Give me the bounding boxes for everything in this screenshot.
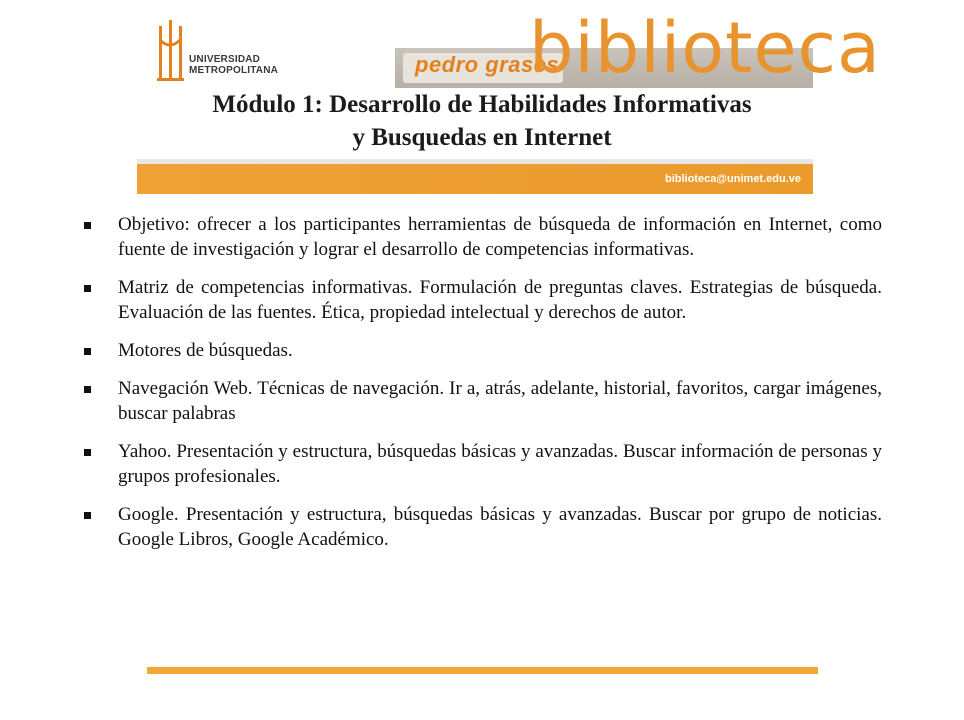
square-bullet-icon bbox=[84, 348, 91, 355]
title-line-1: Módulo 1: Desarrollo de Habilidades Informativas bbox=[212, 91, 752, 118]
list-item bbox=[80, 376, 882, 426]
square-bullet-icon bbox=[84, 386, 91, 393]
library-name: biblioteca bbox=[529, 7, 881, 89]
university-emblem-icon bbox=[157, 20, 185, 84]
list-item-text: Motores de búsquedas. bbox=[118, 340, 293, 361]
topic-list bbox=[80, 212, 882, 565]
library-email: biblioteca@unimet.edu.ve bbox=[664, 173, 801, 185]
bottom-divider bbox=[147, 667, 818, 674]
square-bullet-icon bbox=[84, 449, 91, 456]
page-title bbox=[0, 88, 964, 154]
square-bullet-icon bbox=[84, 512, 91, 519]
list-item-text: Navegación Web. Técnicas de navegación. Ir a, atrás, adelante, historial, favoritos, cargar imágenes, buscar palabras bbox=[118, 378, 882, 424]
library-prefix: pedro grases bbox=[415, 52, 560, 77]
list-item-text: Matriz de competencias informativas. Formulación de preguntas claves. Estrategias de búsqueda. Evaluación de las fuentes. Ética, propiedad intelectual y derechos de autor. bbox=[118, 277, 882, 323]
university-logo bbox=[137, 14, 377, 94]
title-line-2: y Busquedas en Internet bbox=[352, 124, 612, 151]
list-item bbox=[80, 439, 882, 489]
list-item bbox=[80, 502, 882, 552]
list-item-text: Google. Presentación y estructura, búsquedas básicas y avanzadas. Buscar por grupo de noticias. Google Libros, Google Académico. bbox=[118, 504, 882, 550]
list-item bbox=[80, 338, 882, 363]
list-item bbox=[80, 275, 882, 325]
square-bullet-icon bbox=[84, 222, 91, 229]
university-name: UNIVERSIDAD METROPOLITANA bbox=[189, 54, 279, 76]
square-bullet-icon bbox=[84, 285, 91, 292]
list-item-text: Objetivo: ofrecer a los participantes herramientas de búsqueda de información en Internet, como fuente de investigación y lograr el desarrollo de competencias informativas. bbox=[118, 214, 882, 260]
list-item bbox=[80, 212, 882, 262]
library-logo bbox=[395, 7, 881, 94]
list-item-text: Yahoo. Presentación y estructura, búsquedas básicas y avanzadas. Buscar información de personas y grupos profesionales. bbox=[118, 441, 882, 487]
